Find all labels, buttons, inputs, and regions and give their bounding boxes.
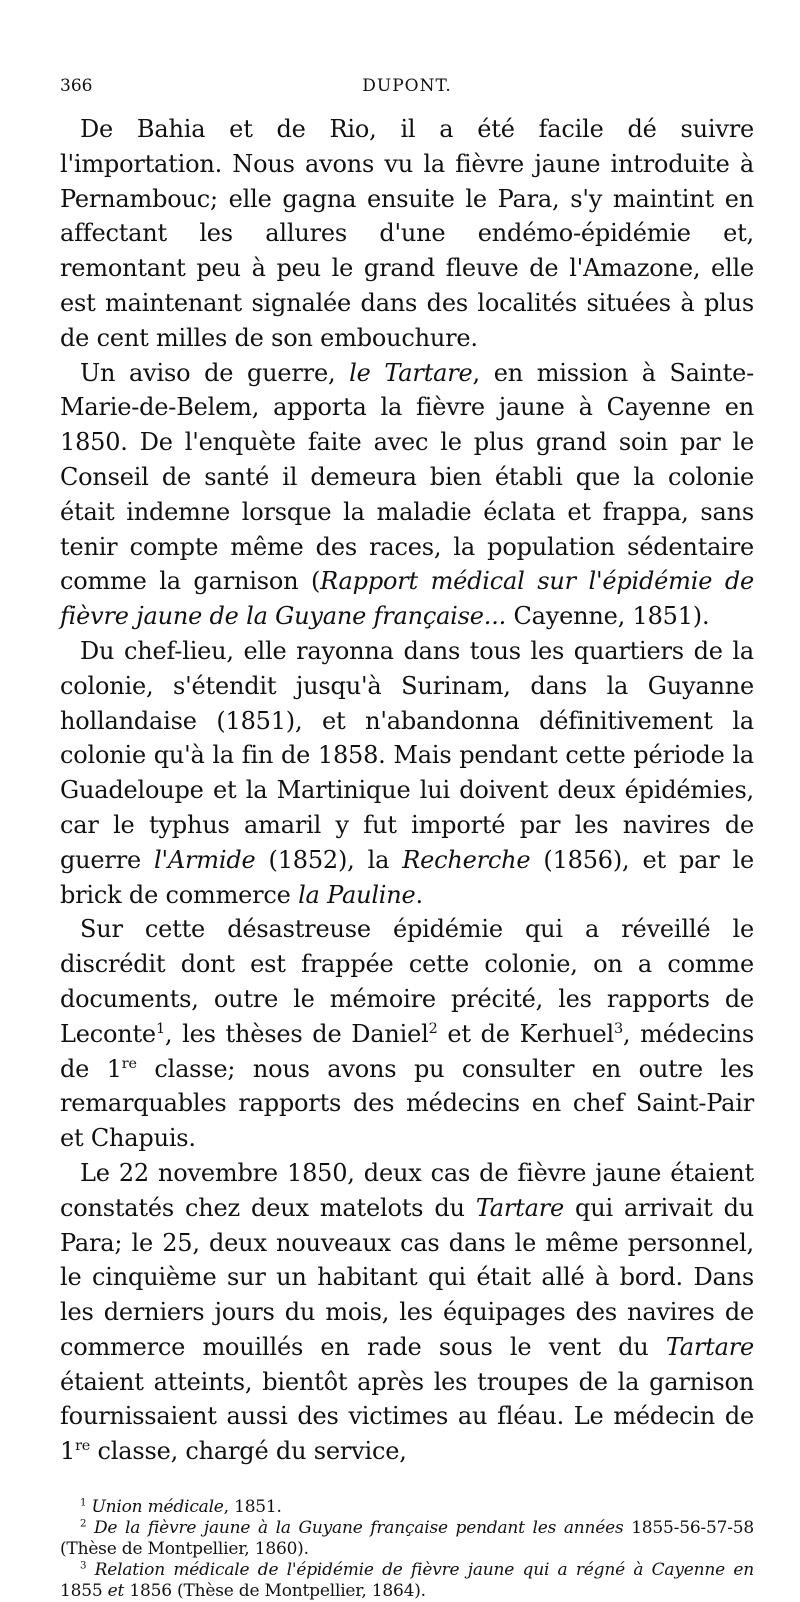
text-run — [86, 1518, 94, 1538]
text-run: étaient atteints, bientôt après les troupes de la garnison fournissaient aussi des victimes au fléau. Le médecin de 1 — [60, 1367, 754, 1466]
text-run: Sur cette désastreuse épidémie qui a réveillé le discrédit dont est frappée cette colonie, on a comme documents, outre le mémoire précité, les rapports de Leconte — [60, 915, 754, 1048]
superscript: 3 — [80, 1560, 87, 1572]
paragraph-p3 — [60, 634, 754, 912]
text-run: 1856 (Thèse de Montpellier, 1864). — [124, 1581, 426, 1602]
italic-text: Rapport médical sur l'épidémie de fièvre jaune de la Guyane française... — [60, 567, 754, 631]
text-run: Cayenne, 1851). — [506, 602, 710, 631]
italic-text: Tartare — [665, 1332, 754, 1361]
text-run — [86, 1560, 94, 1580]
superscript: re — [75, 1438, 91, 1455]
text-run: Du chef-lieu, elle rayonna dans tous les quartiers de la colonie, s'étendit jusqu'à Surinam, dans la Guyanne hollandaise (1851), et n'abandonna définitivement la colonie qu'à la fin de 1858. Mais pendant cette période la Guadeloupe et la Martinique lui doivent deux épidémies, car le typhus amaril y fut importé par les navires de guerre — [60, 636, 754, 874]
page-number: 366 — [60, 76, 93, 96]
text-run: classe; nous avons pu consulter en outre les remarquables rapports des médecins en chef Saint-Pair et Chapuis. — [60, 1054, 754, 1153]
text-run: De Bahia et de Rio, il a été facile dé suivre l'importation. Nous avons vu la fièvre jaune introduite à Pernambouc; elle gagna ensuite le Para, s'y maintint en affectant les allures d'une endémo-épidémie et, remontant peu à peu le grand fleuve de l'Amazone, elle est maintenant signalée dans des localités situées à plus de cent milles de son embouchure. — [60, 115, 754, 352]
text-run: qui arrivait du Para; le 25, deux nouveaux cas dans le même personnel, le cinquième sur un habitant qui était allé à bord. Dans les derniers jours du mois, les équipages des navires de commerce mouillés en rade sous le vent du — [60, 1193, 755, 1361]
paragraph-p4 — [60, 912, 754, 1156]
italic-text: Recherche — [402, 845, 531, 874]
superscript: 2 — [428, 1020, 438, 1037]
paragraph-p2 — [60, 356, 754, 634]
superscript: 1 — [155, 1020, 165, 1037]
text-run: , en mission à Sainte-Marie-de-Belem, apporta la fièvre jaune à Cayenne en 1850. De l'enquète faite avec le plus grand soin par le Conseil de santé il demeura bien établi que la colonie était indemne lorsque la maladie éclata et frappa, sans tenir compte même des races, la population sédentaire comme la garnison ( — [60, 358, 754, 596]
text-run: (1852), la — [255, 845, 403, 874]
text-run: 1855-56-57-58 (Thèse de Montpellier, 1860). — [60, 1518, 754, 1560]
page — [60, 72, 754, 1602]
text-run: , 1851. — [223, 1497, 282, 1518]
italic-text: Tartare — [475, 1193, 564, 1222]
body-text — [60, 112, 754, 1469]
superscript: 2 — [80, 1518, 87, 1530]
text-run: , médecins de 1 — [60, 1019, 754, 1083]
italic-text: Relation médicale de l'épidémie de fièvre jaune qui a régné à Cayenne en — [94, 1560, 754, 1581]
superscript: 3 — [613, 1020, 623, 1037]
footnote-fn3 — [60, 1560, 754, 1602]
text-run: (1856), et par le brick de commerce — [60, 845, 755, 909]
text-run: 1855 — [60, 1581, 108, 1602]
italic-text: De la fièvre jaune à la Guyane française pendant les années — [94, 1518, 624, 1539]
italic-text: et — [107, 1581, 125, 1602]
italic-text: l'Armide — [154, 845, 256, 874]
paragraph-p1 — [60, 112, 754, 356]
paragraph-p5 — [60, 1156, 754, 1469]
text-run: et de Kerhuel — [437, 1019, 614, 1048]
italic-text: la Pauline — [298, 880, 416, 909]
superscript: re — [121, 1055, 137, 1072]
superscript: 1 — [80, 1497, 87, 1509]
footnote-fn1 — [60, 1497, 754, 1518]
text-run: . — [415, 880, 423, 909]
text-run: , les thèses de Daniel — [164, 1019, 429, 1048]
text-run: Le 22 novembre 1850, deux cas de fièvre jaune étaient constatés chez deux matelots du — [60, 1158, 754, 1222]
page-header — [60, 72, 754, 112]
text-run: Un aviso de guerre, — [80, 358, 350, 387]
text-run: classe, chargé du service, — [90, 1437, 407, 1466]
italic-text: le Tartare — [349, 358, 473, 387]
running-title: DUPONT. — [362, 76, 452, 96]
italic-text: Union médicale — [91, 1497, 224, 1518]
footnote-fn2 — [60, 1518, 754, 1560]
footnotes — [60, 1497, 754, 1602]
